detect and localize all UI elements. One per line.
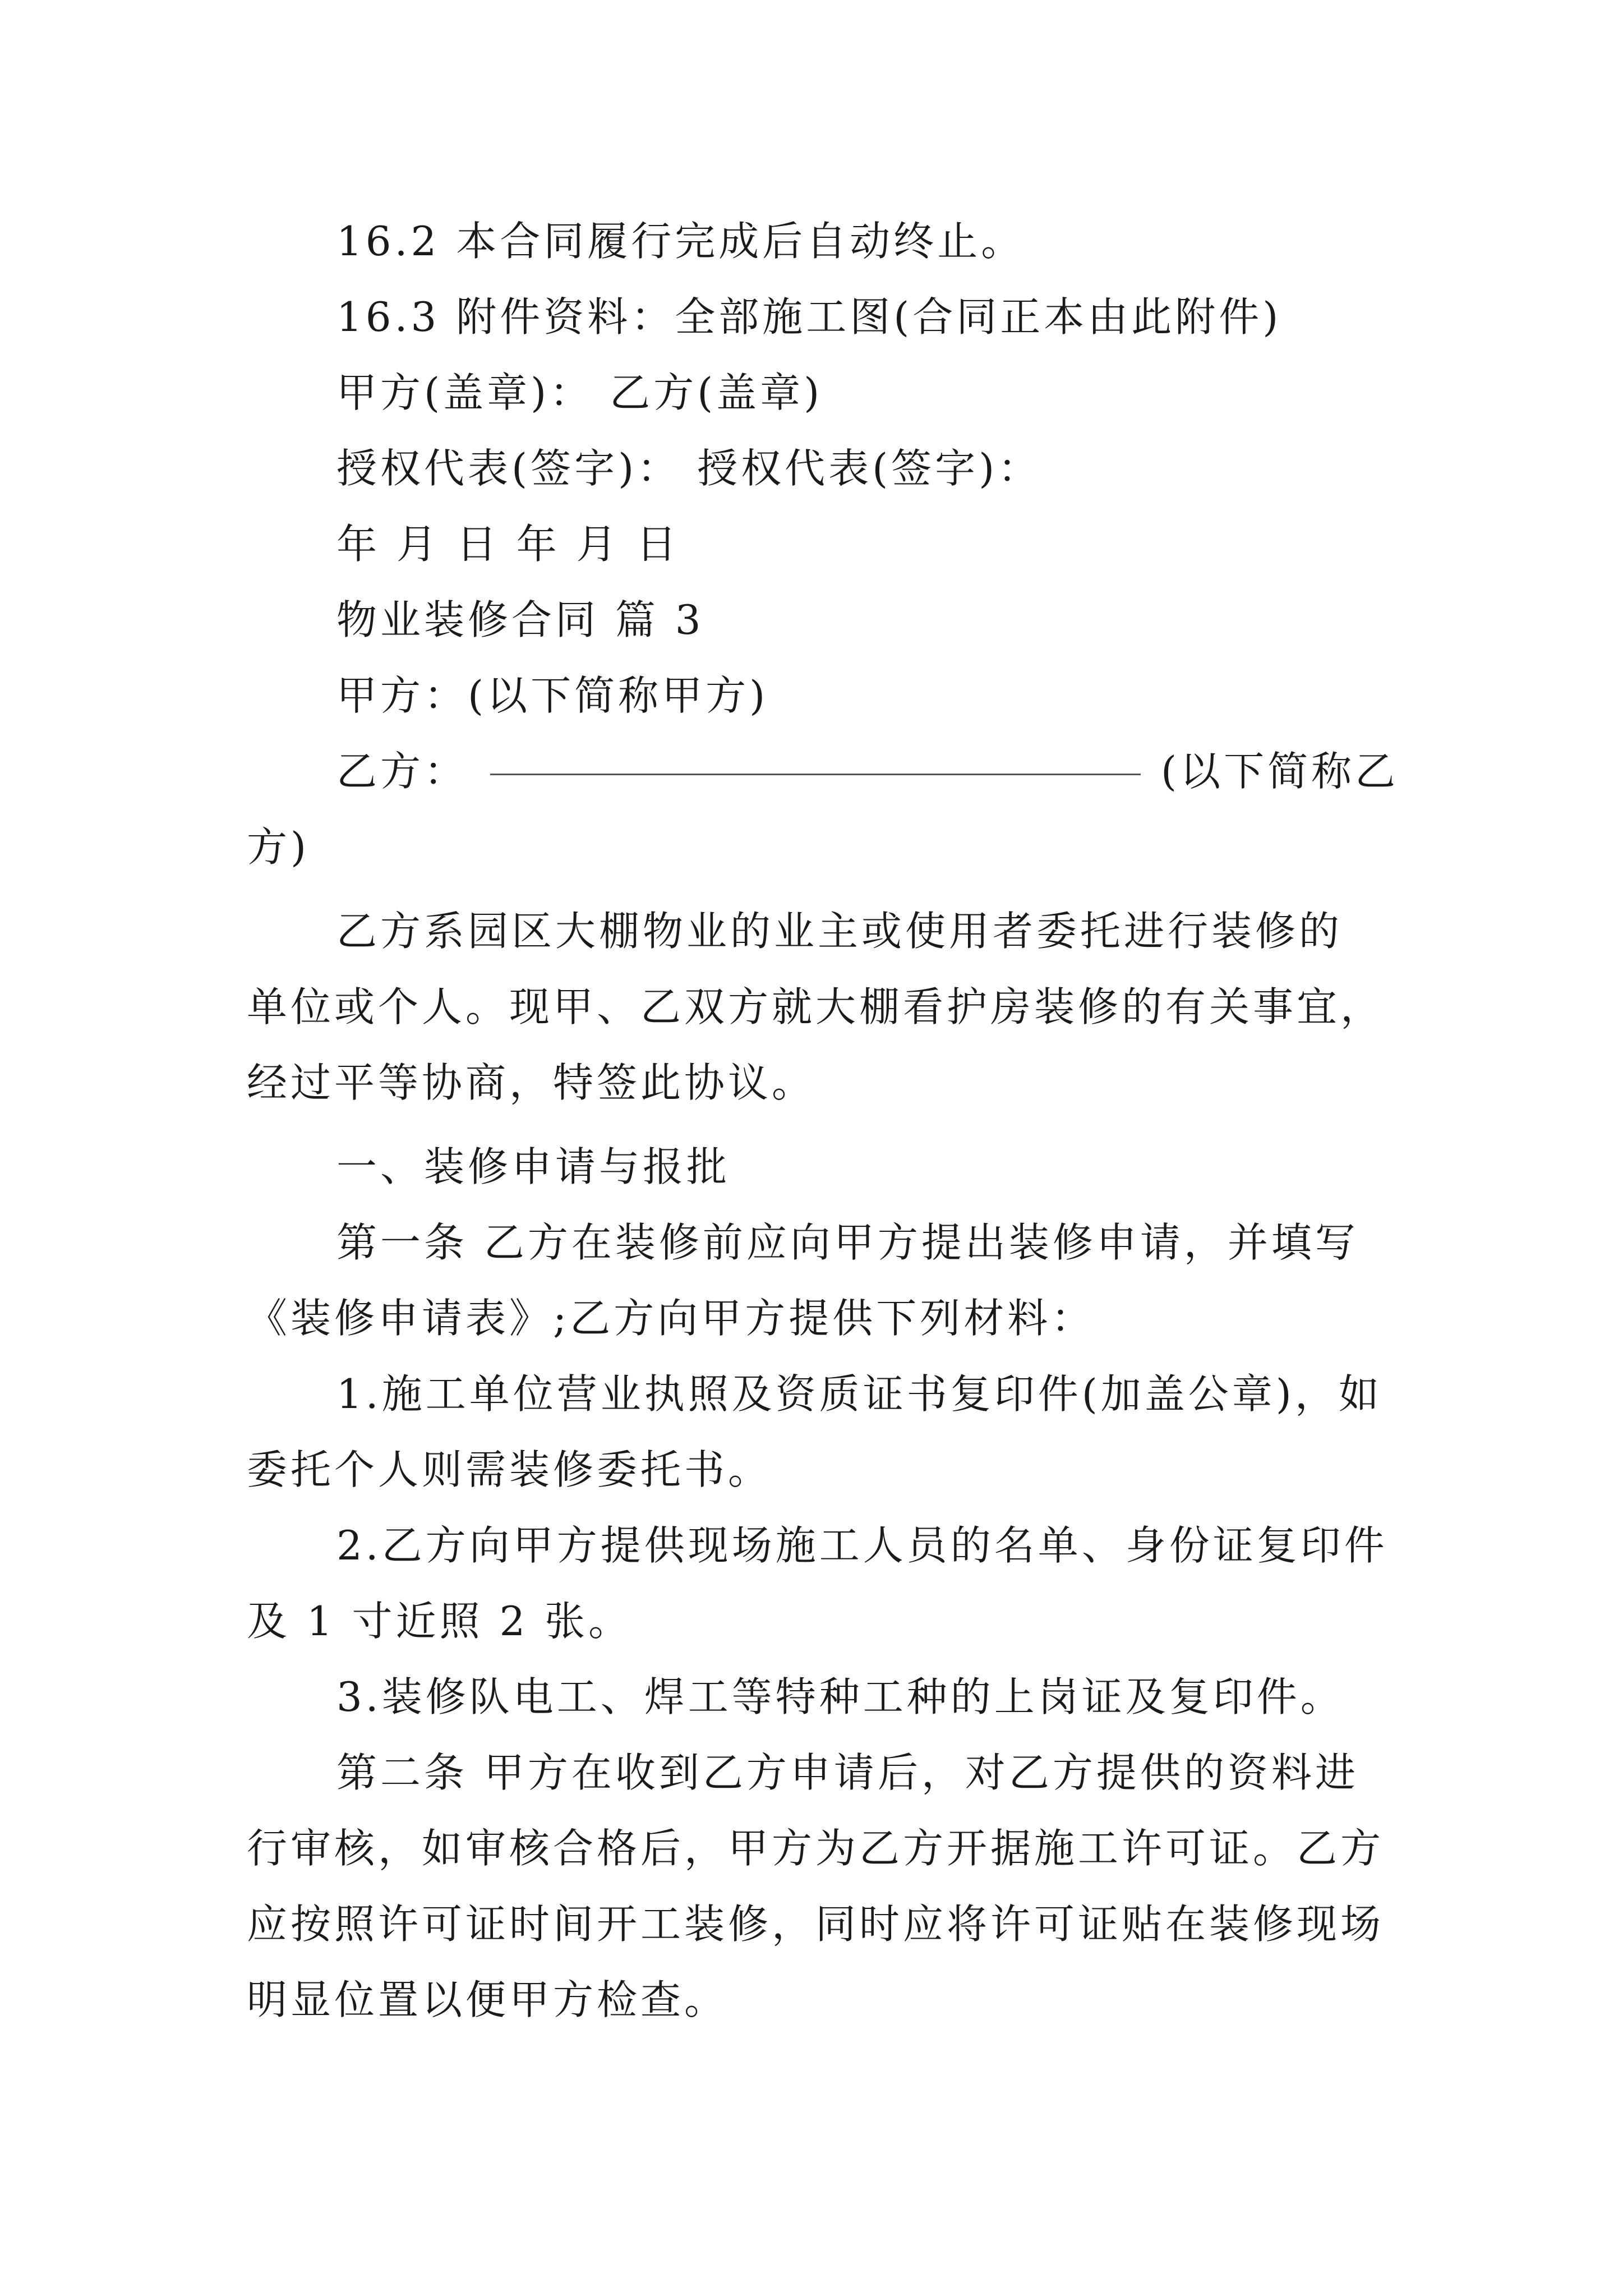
paragraph-line: 16.3 附件资料：全部施工图(合同正本由此附件) (336, 293, 1282, 341)
paragraph-line: 委托个人则需装修委托书。 (247, 1446, 772, 1493)
section-heading: 一、装修申请与报批 (336, 1143, 731, 1190)
paragraph-line: 乙方系园区大棚物业的业主或使用者委托进行装修的 (336, 908, 1343, 955)
paragraph-line: 16.2 本合同履行完成后自动终止。 (336, 218, 1025, 265)
paragraph-line: 3.装修队电工、焊工等特种工种的上岗证及复印件。 (336, 1673, 1344, 1720)
paragraph-line: 及 1 寸近照 2 张。 (247, 1598, 633, 1645)
party-b-note: (以下简称乙 (1161, 748, 1399, 795)
paragraph-line: 2.乙方向甲方提供现场施工人员的名单、身份证复印件 (336, 1522, 1388, 1569)
paragraph-line: 方) (247, 823, 310, 871)
paragraph-line: 《装修申请表》;乙方向甲方提供下列材料： (247, 1295, 1095, 1342)
paragraph-line: 行审核，如审核合格后，甲方为乙方开据施工许可证。乙方 (247, 1825, 1385, 1872)
party-b-line (336, 743, 1399, 799)
paragraph-line: 经过平等协商，特签此协议。 (247, 1059, 816, 1106)
paragraph-line: 甲方：(以下简称甲方) (336, 672, 769, 719)
section-heading: 物业装修合同 篇 3 (336, 596, 704, 643)
paragraph-line: 单位或个人。现甲、乙双方就大棚看护房装修的有关事宜， (247, 983, 1385, 1030)
paragraph-line: 应按照许可证时间开工装修，同时应将许可证贴在装修现场 (247, 1901, 1385, 1948)
paragraph-line: 授权代表(签字)： 授权代表(签字)： (336, 445, 1042, 492)
party-b-label: 乙方： (336, 748, 468, 795)
paragraph-line: 明显位置以便甲方检查。 (247, 1976, 728, 2023)
paragraph-line: 第二条 甲方在收到乙方申请后，对乙方提供的资料进 (336, 1749, 1359, 1796)
paragraph-line: 1.施工单位营业执照及资质证书复印件(加盖公章)，如 (336, 1370, 1382, 1418)
paragraph-line: 年 月 日 年 月 日 (336, 521, 680, 568)
paragraph-line: 第一条 乙方在装修前应向甲方提出装修申请，并填写 (336, 1219, 1359, 1266)
fill-in-blank (490, 772, 1141, 775)
paragraph-line: 甲方(盖章)： 乙方(盖章) (336, 369, 823, 416)
